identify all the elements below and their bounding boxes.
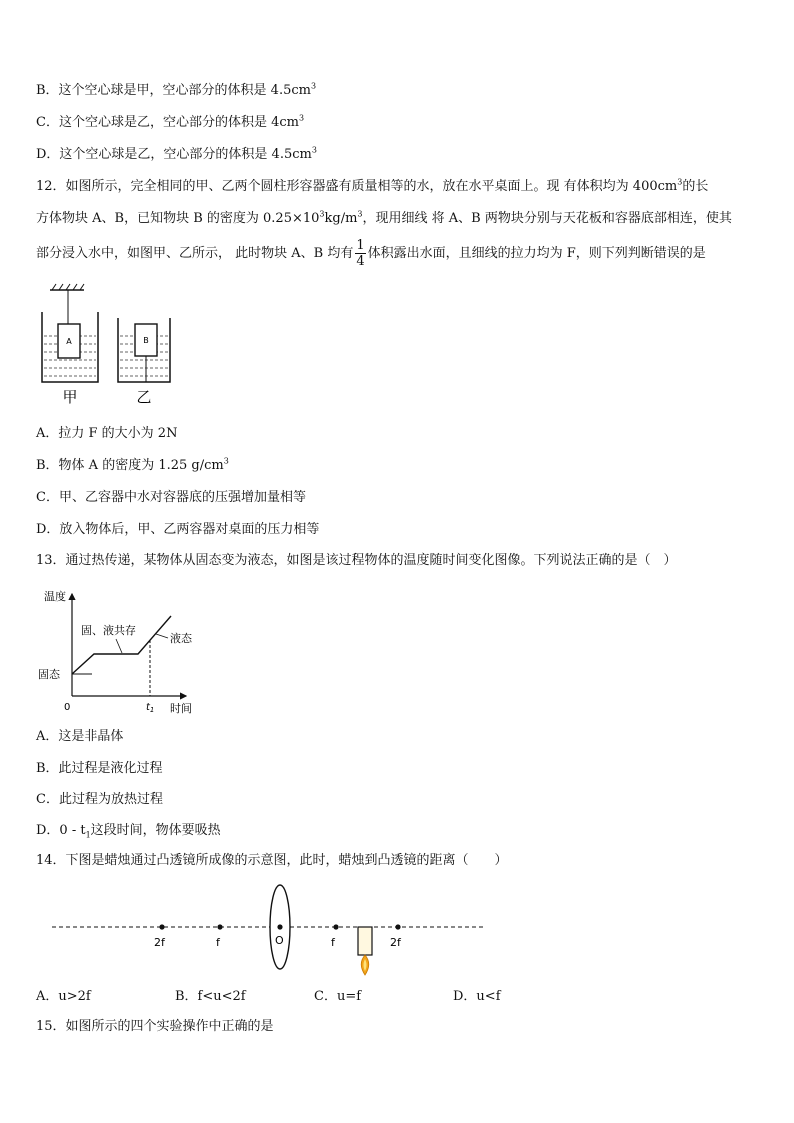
q13-option-b: B．此过程是液化过程 xyxy=(36,761,163,776)
q14-lens-diagram xyxy=(48,882,488,982)
q12-option-b: B．物体 A 的密度为 1.25 $g/cm^3$ xyxy=(36,456,229,473)
q13-option-c: C．此过程为放热过程 xyxy=(36,792,163,807)
x-axis-label: 时间 xyxy=(170,702,192,715)
q12-containers-figure xyxy=(36,282,186,410)
q12-option-c: C．甲、乙容器中水对容器底的压强增加量相等 xyxy=(36,490,306,505)
label-solid: 固态 xyxy=(38,668,60,681)
point-f-left xyxy=(217,924,222,929)
q14-option-c: C．u=f xyxy=(314,989,362,1004)
point-f-right xyxy=(333,924,338,929)
q14-option-a: A．u>2f xyxy=(36,989,91,1004)
fraction-one-quarter: $\frac{1}{4}$ xyxy=(356,238,365,269)
inverted-candle-image xyxy=(358,927,372,975)
label-2f-right: 2f xyxy=(390,936,401,949)
label-liquid: 液态 xyxy=(170,632,192,645)
label-jia: 甲 xyxy=(62,388,78,406)
q14-option-b: B．f<u<2f xyxy=(175,989,246,1004)
q14-option-d: D．u<f xyxy=(453,989,501,1004)
label-f-right: f xyxy=(331,936,335,949)
label-2f-left: 2f xyxy=(154,936,165,949)
liquid-pointer xyxy=(156,634,168,638)
q12-stem-line3: 部分浸入水中，如图甲、乙所示， 此时物块 A、B 均有 $\frac{1}{4}$ 体积露出水面，且细线的拉力均为 F，则下列判断错误的是 xyxy=(36,238,706,269)
q12-option-d: D．放入物体后，甲、乙两容器对桌面的压力相等 xyxy=(36,522,320,537)
q13-option-a: A．这是非晶体 xyxy=(36,729,124,744)
ceiling-hatch xyxy=(52,284,84,290)
q11-option-b: B．这个空心球是甲，空心部分的体积是 $4.5cm^3$ xyxy=(36,81,317,98)
point-2f-left xyxy=(159,924,164,929)
block-b-label: B xyxy=(143,336,149,345)
q11-option-d: D．这个空心球是乙，空心部分的体积是 $4.5cm^3$ xyxy=(36,145,317,162)
label-yi: 乙 xyxy=(136,388,152,406)
label-f-left: f xyxy=(216,936,220,949)
q15-stem: 15．如图所示的四个实验操作中正确的是 xyxy=(36,1019,274,1034)
point-optical-center xyxy=(277,924,282,929)
q13-option-d: D．$0 - t_1$这段时间，物体要吸热 xyxy=(36,823,221,840)
q12-stem-line1: 12．如图所示，完全相同的甲、乙两个圆柱形容器盛有质量相等的水，放在水平桌面上。现 有体积均为 $400cm^3$的长 xyxy=(36,177,709,194)
label-solid-liquid: 固、液共存 xyxy=(81,624,136,637)
q13-stem: 13．通过热传递，某物体从固态变为液态，如图是该过程物体的温度随时间变化图像。下列说法正确的是（ ） xyxy=(36,553,677,568)
point-2f-right xyxy=(395,924,400,929)
q12-option-a: A．拉力 F 的大小为 2N xyxy=(36,426,178,441)
q12-stem-line2: 方体物块 A、B，已知物块 B 的密度为 $0.25\times 10^3kg/m^3$，现用细线 将 A、B 两物块分别与天花板和容器底部相连，使其 xyxy=(36,209,732,226)
t1-label: $t_1$ xyxy=(146,702,155,714)
block-a-label: A xyxy=(66,337,72,346)
q11-option-c: C．这个空心球是乙，空心部分的体积是 $4cm^3$ xyxy=(36,113,305,130)
label-o: O xyxy=(275,934,284,947)
origin-label: 0 xyxy=(64,702,71,713)
mixed-pointer xyxy=(116,639,122,653)
q13-temperature-time-graph xyxy=(36,584,206,719)
y-axis-label: 温度 xyxy=(44,590,66,603)
q14-stem: 14．下图是蜡烛通过凸透镜所成像的示意图，此时，蜡烛到凸透镜的距离（ ） xyxy=(36,853,508,868)
